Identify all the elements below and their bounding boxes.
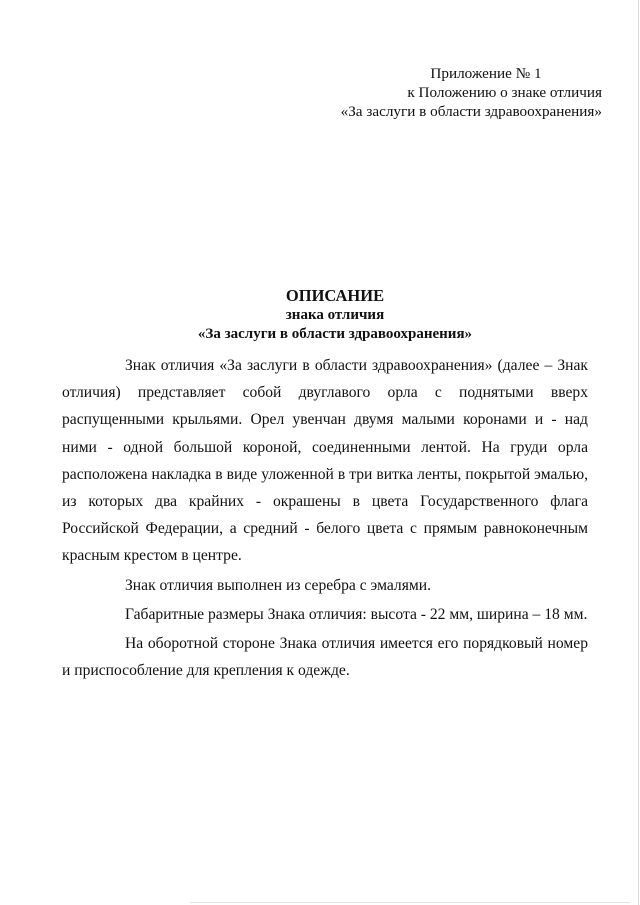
document-heading <box>0 286 640 344</box>
paragraph-description: Знак отличия «За заслуги в области здравоохранения» (далее – Знак отличия) представляет собой двуглавого орла с поднятыми вверх распущенными крыльями. Орел увенчан двумя малыми коронами и - над ними - одной большой короной, соединенными лентой. На груди орла расположена накладка в виде уложенной в три витка ленты, покрытой эмалью, из которых два крайних - окрашены в цвета Государственного флага Российской Федерации, а средний - белого цвета с прямым равноконечным красным крестом в центре. <box>62 357 588 565</box>
paragraph-reverse-side: На оборотной стороне Знака отличия имеется его порядковый номер и приспособление для крепления к одежде. <box>62 635 588 680</box>
description-body <box>62 352 588 684</box>
appendix-number: Приложение № 1 <box>430 65 542 82</box>
paragraph-material: Знак отличия выполнен из серебра с эмалями. <box>125 576 431 594</box>
page-edge-bottom <box>190 902 630 903</box>
appendix-regulation-reference: к Положению о знаке отличия <box>407 84 602 101</box>
appendix-reference <box>282 64 602 121</box>
page-edge-right <box>638 0 639 905</box>
appendix-award-name: «За заслуги в области здравоохранения» <box>340 103 602 120</box>
award-name-heading: «За заслуги в области здравоохранения» <box>197 326 473 342</box>
document-title: ОПИСАНИЕ <box>285 286 385 305</box>
paragraph-dimensions: Габаритные размеры Знака отличия: высота - 22 мм, ширина – 18 мм. <box>125 605 588 623</box>
document-subtitle: знака отличия <box>285 307 385 323</box>
